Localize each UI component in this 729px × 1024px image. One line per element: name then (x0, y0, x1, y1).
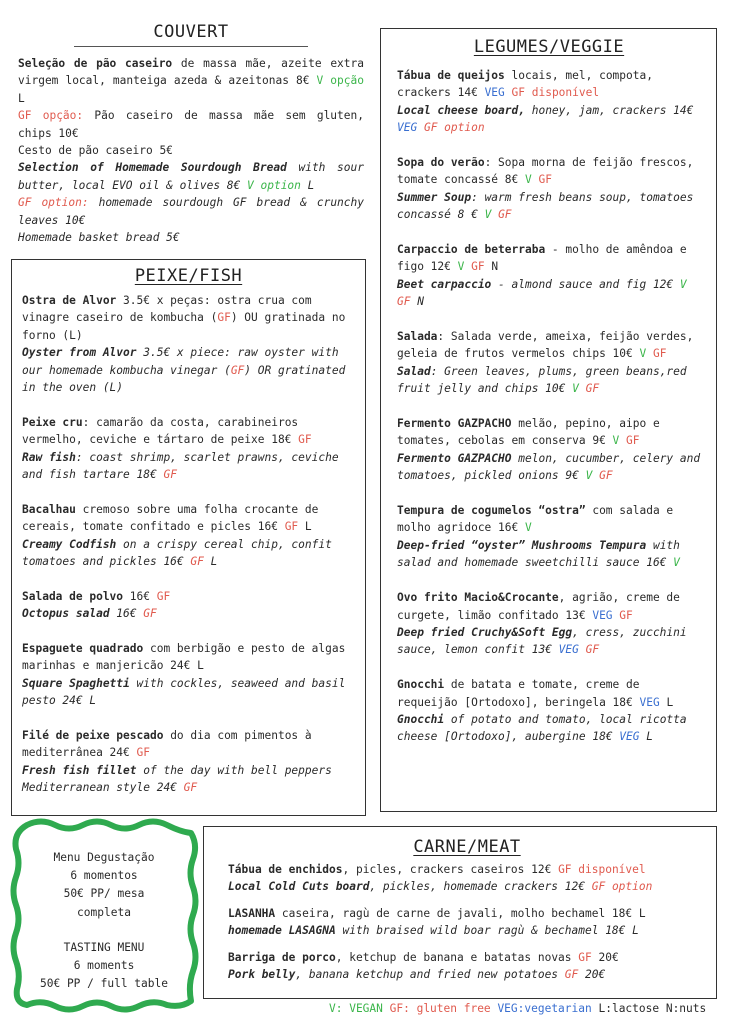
menu-item: Peixe cru: camarão da costa, carabineiros vermelho, ceviche e tártaro de peixe 18€ GF Raw fish: coast shrimp, scarlet prawns, ceviche and fish tartare 18€ GF (22, 415, 339, 482)
menu-item: Filé de peixe pescado do dia com pimentos à mediterrânea 24€ GF Fresh fish fillet of the day with bell peppers Mediterranean style 24€ GF (22, 729, 332, 795)
couvert-section (18, 22, 364, 246)
menu-item: Espaguete quadrado com berbigão e pesto de algas marinhas e manjericão 24€ L Square Spaghetti with cockles, seaweed and basil pesto 24€ L (22, 642, 346, 708)
couvert-divider (74, 46, 308, 47)
carne-title: CARNE/MEAT (413, 837, 521, 857)
tasting-menu (28, 849, 180, 993)
menu-item: Salada: Salada verde, ameixa, feijão verdes, geleia de frutos vermelos chips 10€ V GF Salad: Green leaves, plums, green beans,red fruit jelly and chips 10€ V GF (397, 330, 694, 396)
couvert-item: Homemade basket bread 5€ (18, 231, 180, 245)
tasting-en-moments: 6 moments (73, 959, 135, 973)
menu-item: Salada de polvo 16€ GF Octopus salad 16€ GF (22, 589, 171, 621)
legumes-box (380, 28, 717, 812)
couvert-item: Cesto de pão caseiro 5€ (18, 144, 173, 158)
menu-item: Bacalhau cremoso sobre uma folha crocante de cereais, tomate confitado e picles 16€ GF L Creamy Codfish on a crispy cereal chip, confit tomatoes and pickles 16€ GF L (22, 502, 332, 569)
tasting-en-price: 50€ PP / full table (40, 977, 168, 991)
menu-item: Sopa do verão: Sopa morna de feijão frescos, tomate concassé 8€ V GF Summer Soup: warm fresh beans soup, tomatoes concassé 8 € V GF (397, 156, 694, 222)
menu-item: Tábua de queijos locais, mel, compota, crackers 14€ VEG GF disponível Local cheese board, honey, jam, crackers 14€ VEG GF option (397, 69, 694, 135)
menu-item: Barriga de porco, ketchup de banana e batatas novas GF 20€ Pork belly, banana ketchup and fried new potatoes GF 20€ (228, 950, 619, 982)
legend-vegan: V: VEGAN (329, 1002, 383, 1015)
menu-item: Carpaccio de beterraba - molho de amêndoa e figo 12€ V GF N Beet carpaccio - almond sauce and fig 12€ V GF N (397, 243, 687, 309)
legend-lactose-nuts: L:lactose N:nuts (598, 1002, 707, 1015)
legend-vegetarian: VEG:vegetarian (497, 1002, 592, 1015)
menu-item: Ostra de Alvor 3.5€ x peças: ostra crua com vinagre caseiro de kombucha (GF) OU gratinada no forno (L) Oyster from Alvor 3.5€ x piece: raw oyster with our homemade kombucha vinegar (GF) OR gratinated in the oven (L) (22, 294, 346, 395)
couvert-item: GF opção: Pão caseiro de massa mãe sem gluten, chips 10€ (18, 109, 364, 140)
tasting-pt-title: Menu Degustação (53, 851, 155, 864)
tasting-pt-price: 50€ PP/ mesa (63, 887, 145, 901)
couvert-item: Seleção de pão caseiro de massa mãe, azeite extra virgem local, manteiga azeda & azeitonas 8€ V opção L (18, 57, 364, 105)
legend-gluten-free: GF: gluten free (389, 1002, 491, 1015)
menu-item: Fermento GAZPACHO melão, pepino, aipo e tomates, cebolas em conserva 9€ V GF Fermento GAZPACHO melon, cucumber, celery and tomatoes, pickled onions 9€ V GF (397, 417, 701, 483)
couvert-item: Selection of Homemade Sourdough Bread with sour butter, local EVO oil & olives 8€ V option L (18, 161, 364, 192)
carne-box (203, 826, 717, 999)
peixe-box (11, 259, 366, 816)
couvert-item: GF option: homemade sourdough GF bread & crunchy leaves 10€ (18, 196, 365, 227)
menu-item: Gnocchi de batata e tomate, creme de requeijão [Ortodoxo], beringela 18€ VEG L Gnocchi of potato and tomato, local ricotta cheese [Ortodoxo], aubergine 18€ VEG L (397, 678, 687, 744)
menu-item: Ovo frito Macio&Crocante, agrião, creme de curgete, limão confitado 13€ VEG GF Deep fried Cruchy&Soft Egg, cress, zucchini sauce, lemon confit 13€ VEG GF (397, 591, 687, 657)
tasting-pt-moments: 6 momentos (70, 869, 138, 883)
menu-item: LASANHA caseira, ragù de carne de javali, molho bechamel 18€ L homemade LASAGNA with braised wild boar ragù & bechamel 18€ L (228, 906, 646, 938)
menu-item: Tábua de enchidos, picles, crackers caseiros 12€ GF disponível Local Cold Cuts board, pickles, homemade crackers 12€ GF option (228, 863, 653, 894)
allergen-legend (329, 1002, 706, 1015)
legumes-title: LEGUMES/VEGGIE (473, 37, 625, 57)
tasting-pt-note: completa (77, 905, 131, 919)
couvert-title: COUVERT (153, 22, 229, 42)
peixe-title: PEIXE/FISH (134, 266, 243, 286)
menu-item: Tempura de cogumelos “ostra” com salada e molho agridoce 16€ V Deep-fried “oyster” Mushrooms Tempura with salad and homemade sweetchilli sauce 16€ V (397, 504, 680, 570)
tasting-en-title: TASTING MENU (63, 940, 145, 954)
